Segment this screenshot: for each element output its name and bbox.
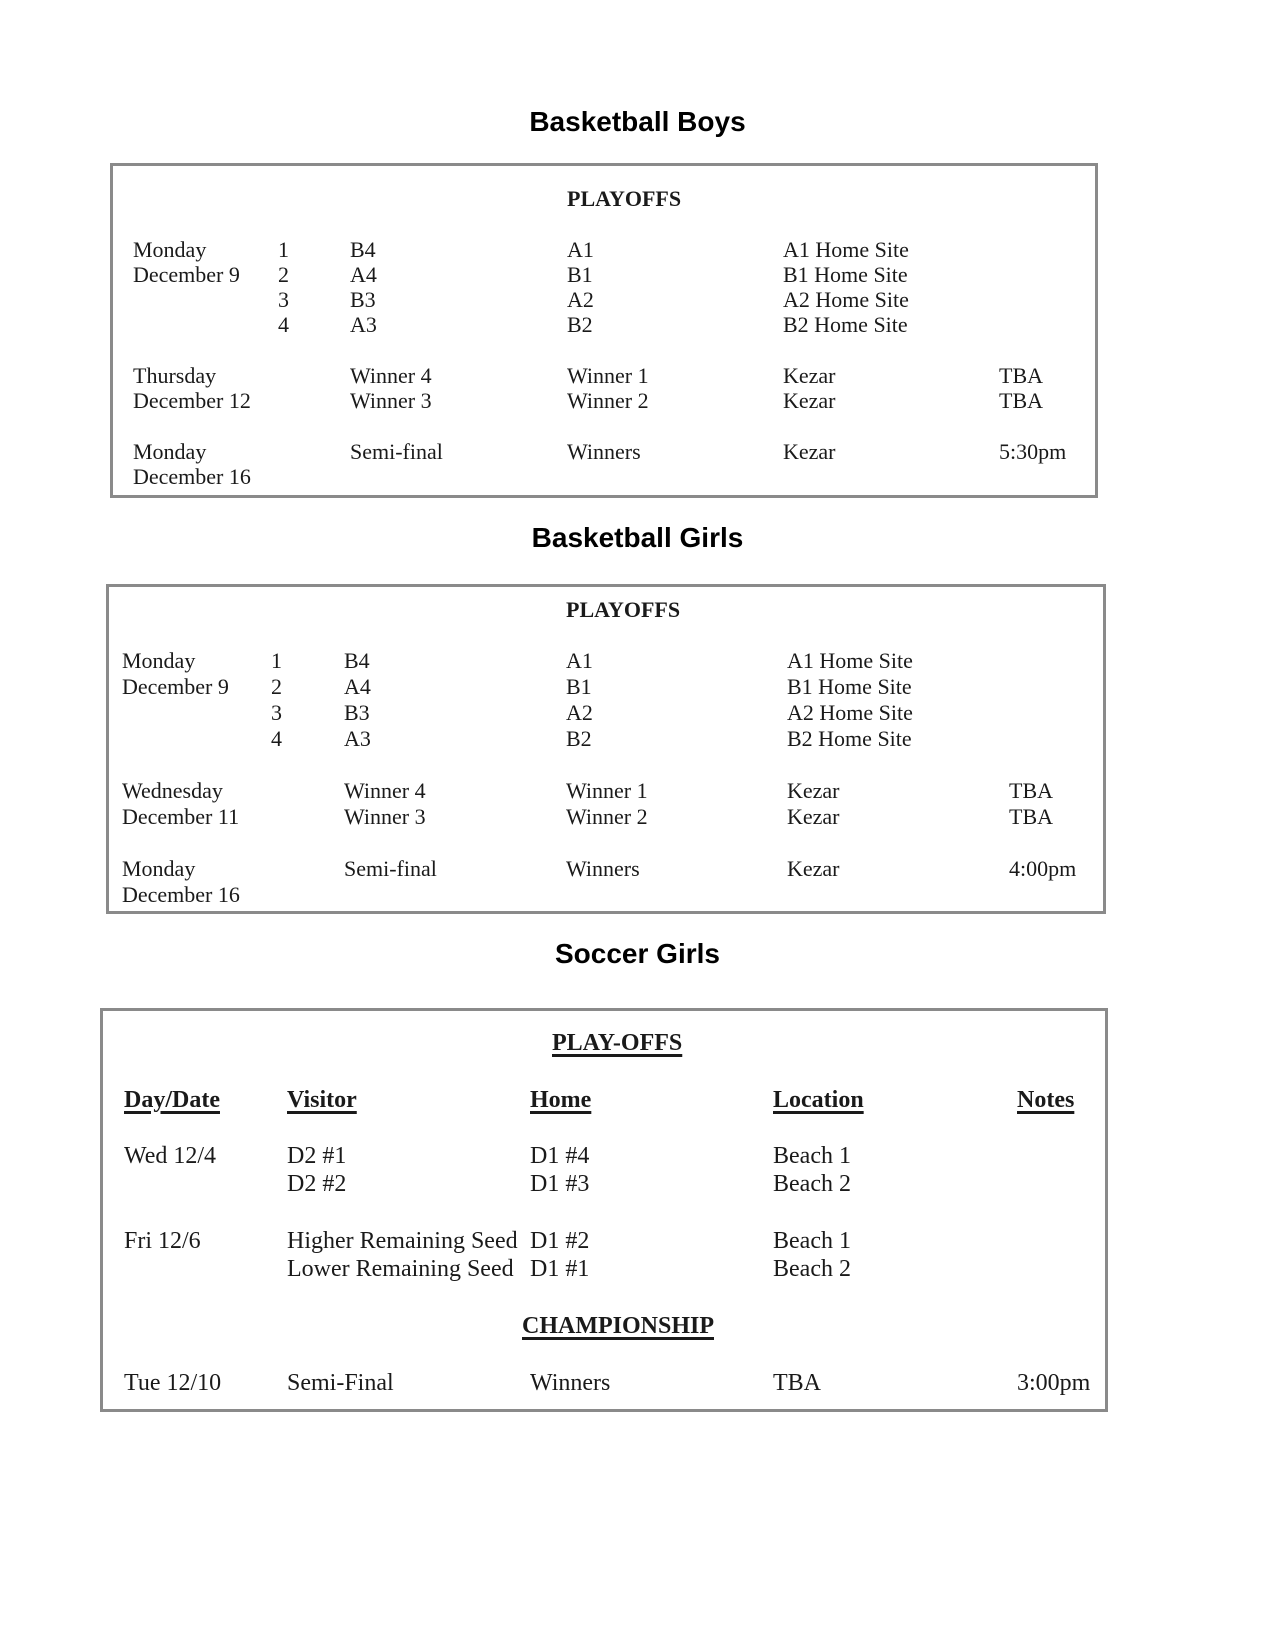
girls-final-time: 4:00pm: [1009, 856, 1077, 881]
col-header-visitor: Visitor: [287, 1087, 357, 1113]
girls-playoffs-heading: PLAYOFFS: [566, 597, 681, 622]
boys-r2-time: TBA: [999, 363, 1043, 388]
boys-game-home: A1: [567, 237, 594, 262]
girls-r2-home: Winner 1: [566, 778, 648, 803]
col-header-home: Home: [530, 1087, 592, 1113]
boys-game-visitor: A4: [350, 262, 377, 287]
soccer-row-location: Beach 2: [773, 1256, 851, 1282]
girls-r2-time: TBA: [1009, 778, 1053, 803]
girls-r2-date: December 11: [122, 804, 240, 829]
championship-visitor: Semi-Final: [287, 1370, 394, 1396]
col-header-date: Day/Date: [124, 1087, 220, 1113]
boys-final-date: December 16: [133, 464, 251, 489]
boys-game-home: A2: [567, 287, 594, 312]
girls-game-visitor: A4: [344, 674, 371, 699]
boys-r2-visitor: Winner 3: [350, 388, 432, 413]
boys-playoffs-heading: PLAYOFFS: [567, 186, 682, 211]
championship-notes: 3:00pm: [1017, 1370, 1091, 1396]
boys-game-num: 2: [278, 262, 289, 287]
girls-final-home: Winners: [566, 856, 640, 881]
boys-r1-day: Monday: [133, 237, 207, 262]
girls-r2-day: Wednesday: [122, 778, 223, 803]
boys-game-location: B2 Home Site: [783, 312, 908, 337]
boys-final-home: Winners: [567, 439, 641, 464]
soccer-row-date: Wed 12/4: [124, 1143, 217, 1169]
girls-final-date: December 16: [122, 882, 240, 907]
girls-final-day: Monday: [122, 856, 196, 881]
soccer-row-home: D1 #3: [530, 1171, 590, 1197]
girls-game-location: A1 Home Site: [787, 648, 913, 673]
boys-r2-day: Thursday: [133, 363, 217, 388]
girls-game-visitor: B4: [344, 648, 370, 673]
col-header-notes: Notes: [1017, 1087, 1075, 1113]
boys-game-home: B1: [567, 262, 593, 287]
girls-game-location: A2 Home Site: [787, 700, 913, 725]
boys-r2-time: TBA: [999, 388, 1043, 413]
col-header-location: Location: [773, 1087, 864, 1113]
soccer-row-visitor: D2 #1: [287, 1143, 347, 1169]
boys-game-location: B1 Home Site: [783, 262, 908, 287]
girls-game-home: A1: [566, 648, 593, 673]
boys-r2-location: Kezar: [783, 388, 836, 413]
girls-r2-time: TBA: [1009, 804, 1053, 829]
girls-r2-location: Kezar: [787, 804, 840, 829]
soccer-row-date: Fri 12/6: [124, 1228, 201, 1254]
boys-section-title: Basketball Boys: [529, 106, 746, 137]
boys-r2-visitor: Winner 4: [350, 363, 432, 388]
girls-game-num: 3: [271, 700, 282, 725]
girls-playoffs-box: [106, 584, 1106, 914]
girls-final-location: Kezar: [787, 856, 840, 881]
championship-location: TBA: [773, 1370, 821, 1396]
soccer-row-visitor: Higher Remaining Seed: [287, 1228, 518, 1254]
girls-r2-location: Kezar: [787, 778, 840, 803]
boys-final-day: Monday: [133, 439, 207, 464]
girls-r1-day: Monday: [122, 648, 196, 673]
boys-final-visitor: Semi-final: [350, 439, 443, 464]
boys-game-num: 4: [278, 312, 289, 337]
girls-r1-date: December 9: [122, 674, 229, 699]
soccer-row-location: Beach 1: [773, 1228, 851, 1254]
girls-final-visitor: Semi-final: [344, 856, 437, 881]
soccer-playoffs-heading: PLAY-OFFS: [552, 1030, 683, 1056]
girls-game-home: A2: [566, 700, 593, 725]
girls-game-visitor: A3: [344, 726, 371, 751]
boys-r2-date: December 12: [133, 388, 251, 413]
girls-game-home: B1: [566, 674, 592, 699]
boys-game-visitor: B4: [350, 237, 376, 262]
soccer-row-location: Beach 1: [773, 1143, 851, 1169]
girls-game-location: B1 Home Site: [787, 674, 912, 699]
girls-game-location: B2 Home Site: [787, 726, 912, 751]
girls-r2-visitor: Winner 4: [344, 778, 426, 803]
boys-final-time: 5:30pm: [999, 439, 1067, 464]
boys-final-location: Kezar: [783, 439, 836, 464]
boys-game-visitor: A3: [350, 312, 377, 337]
boys-r2-location: Kezar: [783, 363, 836, 388]
boys-r2-home: Winner 2: [567, 388, 649, 413]
boys-game-num: 3: [278, 287, 289, 312]
girls-game-visitor: B3: [344, 700, 370, 725]
girls-r2-home: Winner 2: [566, 804, 648, 829]
boys-game-num: 1: [278, 237, 289, 262]
girls-game-num: 1: [271, 648, 282, 673]
boys-game-visitor: B3: [350, 287, 376, 312]
girls-game-num: 4: [271, 726, 282, 751]
soccer-row-location: Beach 2: [773, 1171, 851, 1197]
championship-date: Tue 12/10: [124, 1370, 222, 1396]
soccer-row-visitor: D2 #2: [287, 1171, 347, 1197]
girls-section-title: Basketball Girls: [531, 522, 744, 553]
boys-game-location: A2 Home Site: [783, 287, 909, 312]
boys-game-home: B2: [567, 312, 593, 337]
soccer-playoffs-box: [100, 1008, 1108, 1412]
soccer-row-visitor: Lower Remaining Seed: [287, 1256, 514, 1282]
soccer-row-home: D1 #2: [530, 1228, 590, 1254]
soccer-row-home: D1 #4: [530, 1143, 590, 1169]
boys-game-location: A1 Home Site: [783, 237, 909, 262]
boys-r2-home: Winner 1: [567, 363, 649, 388]
girls-r2-visitor: Winner 3: [344, 804, 426, 829]
boys-r1-date: December 9: [133, 262, 240, 287]
championship-heading: CHAMPIONSHIP: [522, 1313, 714, 1339]
championship-home: Winners: [530, 1370, 611, 1396]
soccer-row-home: D1 #1: [530, 1256, 590, 1282]
girls-game-home: B2: [566, 726, 592, 751]
soccer-section-title: Soccer Girls: [555, 938, 720, 969]
boys-playoffs-box: [110, 163, 1098, 498]
girls-game-num: 2: [271, 674, 282, 699]
